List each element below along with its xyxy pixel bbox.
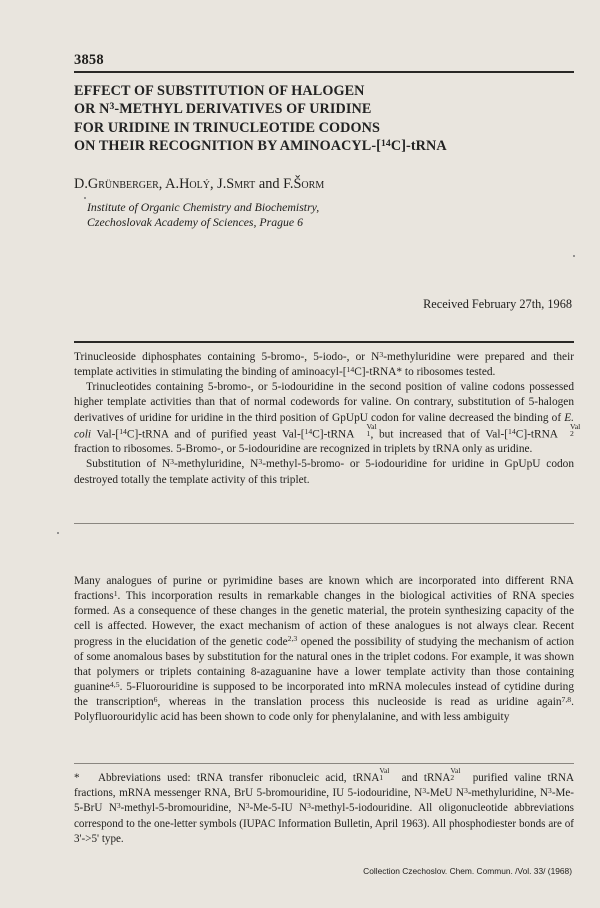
reference-superscript: 4,5 [109, 679, 120, 689]
text-run: opened the possibility of studying the mechanism of action of some anomalous bases by substitution for the natural ones in the triplet codons. For example, it was shown that polymers or triplets containing 8-azaguanine have a lower template activity than those containing guanine [74, 635, 574, 694]
author-initial: J. [217, 176, 227, 192]
title-text: -METHYL DERIVATIVES OF URIDINE [114, 101, 372, 118]
text-run: Trinucleotides containing 5-bromo-, or 5-iodouridine in the second position of valine codons possessed higher template activities than that of normal codewords for valine. On contrary, substitution of 5-halogen derivatives of uridine for uridine in the third position of GpUpU codon for valine decreased the binding of [74, 381, 574, 424]
author-separator: , [158, 176, 166, 192]
reference-superscript: 7,8 [561, 694, 572, 704]
reference-superscript: 6 [153, 694, 158, 704]
super-subscript [379, 765, 395, 783]
superscript: Val [379, 765, 390, 775]
abstract [74, 349, 581, 488]
superscript: 3 [307, 801, 311, 811]
title-text: OR N [74, 101, 110, 118]
text-run: purified valine tRNA fractions, mRNA messenger RNA, BrU 5-bromouridine, IU 5-iodouridine, N [74, 772, 574, 800]
superscript: 3 [258, 456, 263, 466]
footnote-paragraph [74, 765, 574, 847]
text-run: Many analogues of purine or pyrimidine bases are known which are incorporated into different RNA fractions [74, 575, 574, 603]
footnote [74, 765, 574, 847]
text-run: Substitution of N [86, 458, 171, 471]
superscript: 14 [304, 426, 313, 436]
title-line-3: FOR URIDINE IN TRINUCLEOTIDE CODONS [74, 119, 380, 136]
subscript: 1 [366, 429, 371, 439]
abstract-bottom-rule [74, 523, 574, 524]
title-line-2 [74, 100, 574, 118]
reference-superscript: 1 [113, 588, 118, 598]
superscript: 3 [116, 801, 121, 811]
superscript: 3 [422, 785, 427, 795]
text-run: . This incorporation results in remarkable changes in the biological activities of RNA species formed. As a consequence of these changes in the genetic material, the protein synthesizing capacity of the cell is affected. However, the exact mechanism of action of these analogues is not always clear. Recent progress in the elucidation of the genetic code [74, 590, 574, 648]
superscript: 3 [170, 456, 175, 466]
text-run: -methyluridine were prepared and their template activities in stimulating the binding of aminoacyl-[ [74, 351, 575, 379]
text-run: C]-tRNA [312, 428, 355, 441]
title-line-4 [74, 137, 574, 155]
author-initial: F. [283, 176, 294, 192]
text-run: , but increased that of Val-[ [370, 428, 509, 441]
body-text [74, 574, 574, 726]
title-text: ON THEIR RECOGNITION BY AMINOACYL-[ [74, 137, 381, 154]
text-run: -Me-5-IU N [249, 802, 308, 815]
author-name: Grünberger [87, 176, 159, 192]
super-subscript [354, 421, 377, 439]
scan-speck [57, 532, 59, 534]
abstract-paragraph-2 [74, 380, 581, 457]
superscript: 3 [379, 349, 384, 359]
author-separator: , [209, 176, 218, 192]
author-name: Šorm [293, 176, 325, 192]
received-date: Received February 27th, 1968 [423, 297, 572, 311]
subscript: 1 [379, 773, 384, 783]
superscript: 3 [245, 801, 250, 811]
author-list [74, 176, 324, 193]
abstract-paragraph-1 [74, 350, 574, 380]
text-run: , whereas in the translation process this nucleoside is read as uridine again [157, 696, 562, 709]
text-run: Trinucleoside diphosphates containing 5-bromo-, 5-iodo-, or N [74, 351, 380, 363]
text-run: -methyluridine, N [467, 787, 549, 800]
author-initial: A. [165, 176, 180, 192]
affiliation-line-1: Institute of Organic Chemistry and Biochemistry, [87, 200, 320, 214]
superscript: 3 [548, 785, 552, 795]
author-name: Smrt [226, 176, 256, 192]
superscript: 14 [346, 364, 355, 374]
title-text: C]-tRNA [390, 137, 447, 154]
italic-text: E. coli [74, 411, 574, 441]
text-run: -Me-5-BrU N [74, 787, 574, 815]
text-run: C]-tRNA [515, 428, 558, 441]
subscript: 2 [450, 773, 455, 783]
text-run: Abbreviations used: tRNA transfer ribonucleic acid, tRNA [98, 772, 380, 785]
abstract-paragraph-3 [74, 457, 574, 487]
super-subscript [450, 765, 466, 783]
text-run: C]-tRNA and of purified yeast Val-[ [126, 428, 305, 441]
superscript: 14 [508, 426, 516, 436]
title-superscript: 14 [381, 137, 391, 149]
title-superscript: 3 [109, 100, 115, 112]
subscript: 2 [569, 429, 574, 439]
author-initial: D. [74, 176, 88, 192]
superscript: Val [366, 421, 377, 431]
reference-superscript: 2,3 [287, 634, 298, 644]
text-run: -methyl-5-iodouridine. All oligonucleotide abbreviations correspond to the one-letter symbols (IUPAC Information Bulletin, April 1963). All phosphodiester bonds are of 3'->5' type. [74, 802, 574, 845]
superscript: Val [450, 765, 461, 775]
journal-citation: Collection Czechoslov. Chem. Commun. /Vol. 33/ (1968) [363, 866, 572, 876]
text-run: fraction to ribosomes. 5-Bromo-, or 5-iodouridine are recognized in triplets by tRNA only as uridine. [74, 443, 533, 456]
text-run: . Polyfluorouridylic acid has been shown to code only for phenylalanine, and with less ambiguity [74, 696, 574, 724]
scan-speck [573, 255, 575, 257]
super-subscript [558, 421, 581, 439]
author-separator: and [255, 176, 284, 192]
title-line-1: EFFECT OF SUBSTITUTION OF HALOGEN [74, 83, 365, 99]
text-run: Val-[ [91, 428, 120, 441]
superscript: 3 [464, 785, 468, 795]
header-rule [74, 71, 574, 73]
text-run: -methyl-5-bromo- or 5-iodouridine for uridine in GpUpU codon destroyed totally the template activity of this triplet. [74, 458, 575, 486]
text-run: C]-tRNA* to ribosomes tested. [354, 366, 496, 379]
abstract-top-rule [74, 341, 574, 343]
scan-speck [84, 197, 86, 199]
author-name: Holý [179, 176, 210, 192]
superscript: Val [569, 421, 581, 431]
affiliation [87, 200, 319, 230]
text-run: -methyluridine, N [174, 458, 259, 471]
affiliation-line-2: Czechoslovak Academy of Sciences, Prague 6 [87, 215, 303, 229]
footnote-rule [74, 763, 574, 764]
paper-title [74, 82, 574, 155]
superscript: 14 [119, 426, 127, 436]
text-run: and tRNA [395, 772, 451, 785]
text-run: -methyl-5-bromouridine, N [120, 802, 246, 815]
page-number: 3858 [74, 52, 104, 68]
text-run: -MeU N [426, 787, 465, 800]
body-paragraph-1 [74, 574, 574, 726]
footnote-marker: * [74, 772, 80, 785]
text-run: . 5-Fluorouridine is supposed to be incorporated into mRNA molecules instead of cytidine during the transcription [74, 681, 574, 709]
